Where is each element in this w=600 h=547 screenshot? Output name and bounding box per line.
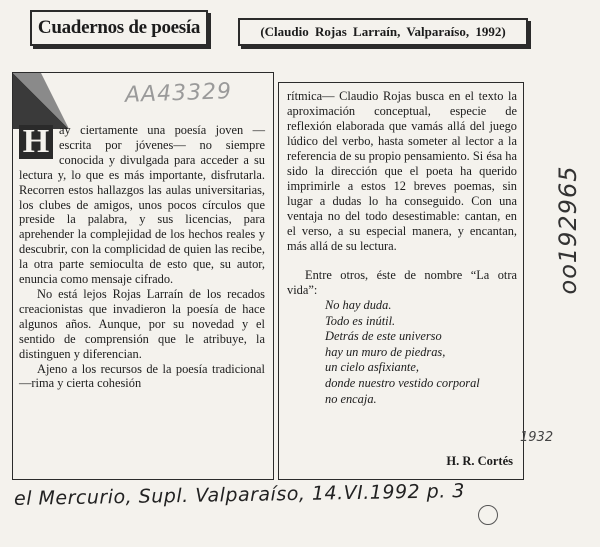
paragraph-2: No está lejos Rojas Larraín de los recados creacionistas que invadieron la poesía de hace algunos años. Aunque, por su novedad y el sentido de comprensión que le atribuye, la distinguen y diferencian. [19, 286, 265, 361]
margin-year-note: 1932 [520, 430, 554, 445]
poem-line: un cielo asfixiante, [325, 360, 419, 375]
poem [325, 298, 517, 407]
book-source [238, 18, 528, 46]
paragraph-1 [19, 123, 265, 287]
paragraph-3: Ajeno a los recursos de la poesía tradicional —rima y cierta cohesión [19, 361, 265, 391]
handwritten-archive-id: AA43329 [124, 79, 233, 108]
handwritten-source-footer: el Mercurio, Supl. Valparaíso, 14.VI.1992 p. 3 [13, 480, 466, 510]
poem-line: No hay duda. [325, 298, 392, 312]
section-title [30, 10, 208, 46]
right-column-text [287, 89, 517, 407]
poem-line: no encaja. [325, 391, 377, 406]
paragraph-1-text: ay ciertamente una poesía joven —escrita por jóvenes— no siempre conocida y divulgada para acceder a su lectura y, lo que es más importante, disfrutarla. Recorren estos hallazgos las aulas universitarias, los clubes de amigos, unos pocos círculos que preside la palabra, y sus licencias, para aprehender la complejidad de los hechos reales y descubrir, con la complicidad de quien las recibe, la otra parte semioculta de esto que, su autor, enuncia como mensaje cifrado. [19, 123, 265, 287]
poem-intro: Entre otros, éste de nombre “La otra vida”: [287, 268, 517, 297]
section-title-text: Cuadernos de poesía [37, 17, 201, 38]
poem-line: hay un muro de piedras, [325, 344, 446, 359]
poem-line: donde nuestro vestido corporal [325, 375, 480, 390]
stamp-icon [478, 505, 498, 525]
author-signature: H. R. Cortés [446, 454, 513, 468]
paragraph-4: rítmica— Claudio Rojas busca en el texto la aproximación conceptual, especie de reflexión elaborada que vamás allá del juego lúdico del verbo, hasta someter al lector a la referencia de su propio pensamiento. Si ésa ha sido la dirección que el poeta ha querido imprimirle a estos 12 breves poemas, sin lugar a dudas lo ha conseguido. Con una ventaja no del todo desestimable: cantan, en el verso, a su especial manera, y encantan, más allá de su lectura. [287, 89, 517, 253]
left-column [12, 72, 274, 480]
dropcap-letter: H [19, 125, 53, 159]
poem-line: Todo es inútil. [325, 313, 396, 328]
right-column [278, 82, 524, 480]
vertical-archive-code [548, 150, 588, 310]
book-source-text: (Claudio Rojas Larraín, Valparaíso, 1992) [260, 24, 506, 39]
corner-fold-icon [13, 73, 73, 129]
vertical-archive-code-text: oo192965 [554, 165, 582, 295]
poem-line: Detrás de este universo [325, 329, 442, 344]
left-column-text [19, 123, 265, 391]
